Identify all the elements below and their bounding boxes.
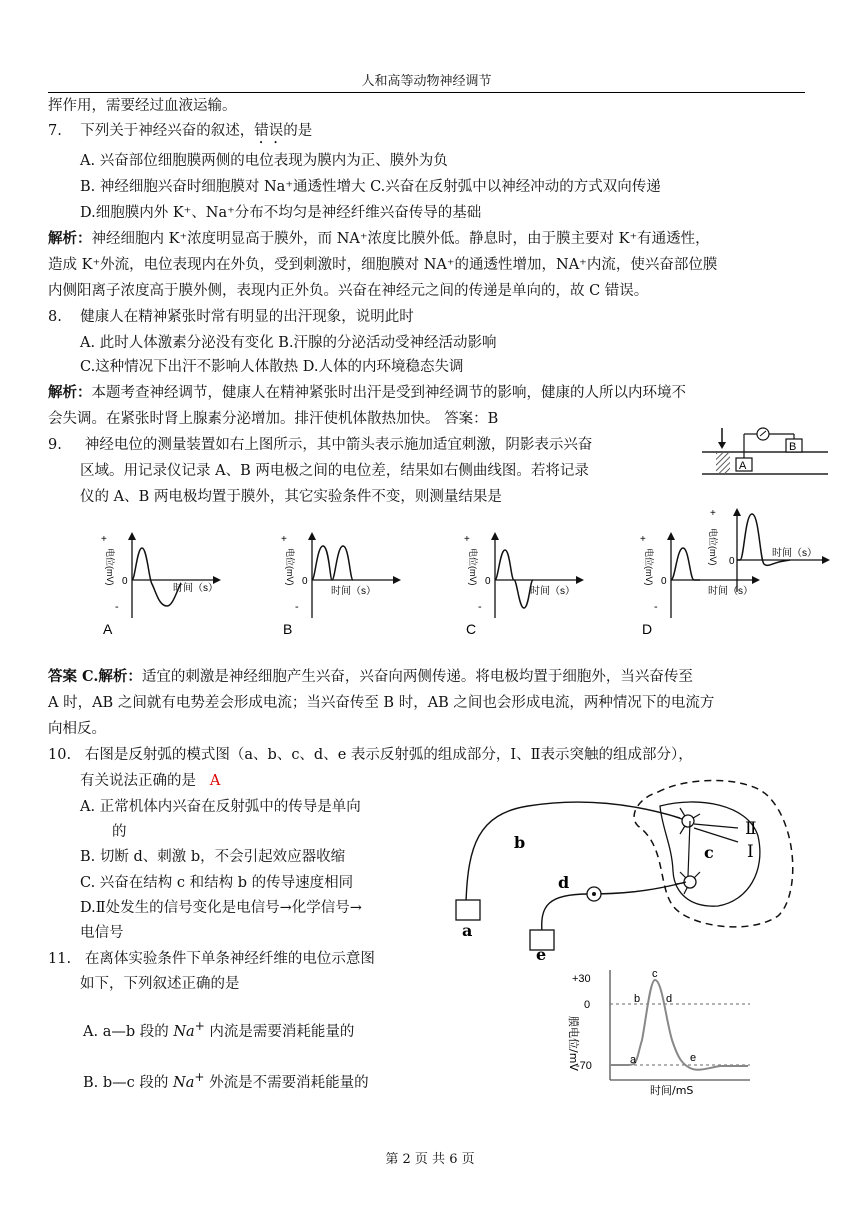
interneuron-body	[682, 815, 694, 827]
tick-0: 0	[584, 999, 591, 1011]
point-b: b	[634, 993, 641, 1005]
point-d: d	[666, 993, 673, 1005]
y-minus-label: -	[115, 601, 119, 613]
text-line: A 时，AB 之间就有电势差会形成电流；当兴奋传至 B 时，AB 之间也会形成电流，两种情况下的电流方	[48, 695, 715, 711]
label-a: a	[462, 921, 473, 940]
text-line: 挥作用，需要经过血液运输。	[48, 98, 237, 114]
question-7-stem: 7. 下列关于神经兴奋的叙述，错误的是	[48, 123, 313, 139]
question-10-option-d: D.Ⅱ处发生的信号变化是电信号→化学信号→	[80, 900, 362, 916]
label-b: b	[514, 833, 526, 852]
question-11-option-a: A. a—b 段的 Na+ 内流是需要消耗能量的	[83, 1019, 355, 1040]
option-curve	[671, 548, 700, 580]
receptor-a	[456, 900, 480, 920]
question-8-options-cd: C.这种情况下出汗不影响人体散热 D.人体的内环境稳态失调	[80, 359, 464, 375]
excitation-region	[716, 453, 730, 473]
question-7-option-a: A. 兴奋部位细胞膜两侧的电位表现为膜内为正、膜外为负	[80, 153, 448, 169]
y-axis-label: 电位(mV)	[468, 548, 478, 586]
zero-label: 0	[485, 576, 491, 587]
question-9-analysis: 答案 C.解析：适宜的刺激是神经细胞产生兴奋，兴奋向两侧传递。将电极均置于细胞外，当兴奋传至	[48, 668, 693, 685]
option-letter: B	[283, 621, 293, 637]
question-9-stem: 9. 神经电位的测量装置如右上图所示，其中箭头表示施加适宜刺激，阴影表示兴奋	[48, 437, 593, 453]
y-plus-label: +	[710, 508, 716, 519]
option-graph-a	[95, 528, 225, 638]
question-8-analysis: 解析：本题考查神经调节，健康人在精神紧张时出汗是受到神经调节的影响，健康的人所以内环境不	[48, 384, 686, 401]
y-plus-label: +	[640, 534, 646, 545]
text-line: 的	[112, 824, 127, 840]
question-10-option-b: B. 切断 d、刺激 b，不会引起效应器收缩	[80, 849, 346, 865]
x-axis-label: 时间（s）	[530, 586, 575, 597]
text-line: 会失调。在紧张时肾上腺素分泌增加。排汗使机体散热加快。 答案：B	[48, 411, 499, 427]
y-axis-label: 膜电位/mV	[567, 1016, 580, 1071]
y-axis-label: 电位(mV)	[105, 548, 115, 586]
measurement-apparatus-figure	[700, 424, 830, 482]
x-axis-label: 时间（s）	[331, 586, 376, 597]
afferent-nerve-b	[466, 802, 680, 902]
text-line: 向相反。	[48, 721, 106, 737]
text-line: 区域。用记录仪记录 A、B 两电极之间的电位差，结果如右侧曲线图。若将记录	[80, 463, 589, 479]
label-e: e	[536, 945, 547, 962]
y-minus-label: -	[478, 601, 482, 613]
option-graph-d	[634, 528, 764, 638]
question-10-option-a: A. 正常机体内兴奋在反射弧中的传导是单向	[80, 799, 361, 815]
option-curve	[132, 548, 181, 606]
option-curve	[312, 546, 353, 580]
y-axis-label: 电位(mV)	[644, 548, 654, 586]
zero-label: 0	[661, 576, 667, 587]
label-i: I	[747, 842, 754, 862]
option-letter: A	[103, 621, 113, 637]
electrode-b-label: B	[789, 441, 797, 453]
question-8-stem: 8. 健康人在精神紧张时常有明显的出汗现象，说明此时	[48, 309, 414, 325]
x-axis-label: 时间/mS	[650, 1084, 694, 1096]
text-line: 造成 K⁺外流，电位表现内在外负，受到刺激时，细胞膜对 NA⁺的通透性增加，NA⁺内流，使兴奋部位膜	[48, 257, 718, 273]
x-axis-label: 时间（s）	[772, 548, 817, 559]
zero-label: 0	[729, 556, 735, 567]
synapse-pointer-i	[694, 828, 738, 842]
question-11-stem: 11. 在离体实验条件下单条神经纤维的电位示意图	[48, 951, 375, 967]
option-curve	[495, 550, 533, 608]
point-c: c	[652, 968, 658, 980]
question-7-option-b-c: B. 神经细胞兴奋时细胞膜对 Na⁺通透性增大 C.兴奋在反射弧中以神经冲动的方式双向传递	[80, 179, 661, 195]
electrode-a-label: A	[739, 460, 747, 472]
y-plus-label: +	[464, 534, 470, 545]
question-10-option-c: C. 兴奋在结构 c 和结构 b 的传导速度相同	[80, 875, 354, 891]
question-11-option-b: B. b—c 段的 Na+ 外流是不需要消耗能量的	[83, 1070, 369, 1091]
reflex-arc-figure	[448, 776, 808, 962]
question-10-answer: A	[209, 773, 221, 789]
synapse-pointer-ii	[694, 824, 738, 828]
point-e: e	[690, 1052, 697, 1064]
text-line: 电信号	[80, 925, 124, 941]
y-minus-label: -	[295, 601, 299, 613]
tick-plus30: +30	[572, 973, 591, 985]
question-10-stem: 10. 右图是反射弧的模式图（a、b、c、d、e 表示反射弧的组成部分，I、Ⅱ表示突触的组成部分），	[48, 747, 693, 763]
action-potential-figure	[550, 960, 760, 1096]
question-7-analysis: 解析：神经细胞内 K⁺浓度明显高于膜外，而 NA⁺浓度比膜外低。静息时，由于膜主要对 K⁺有通透性，	[48, 230, 710, 247]
y-plus-label: +	[281, 534, 287, 545]
label-c: c	[704, 843, 714, 862]
question-8-options-ab: A. 此时人体激素分泌没有变化 B.汗腺的分泌活动受神经活动影响	[80, 335, 497, 351]
question-10-stem-2: 有关说法正确的是 A	[80, 773, 221, 789]
y-axis-label: 电位(mV)	[708, 528, 718, 566]
text-line: 仪的 A、B 两电极均置于膜外，其它实验条件不变，则测量结果是	[80, 489, 502, 505]
label-ii: Ⅱ	[745, 819, 757, 839]
y-axis-label: 电位(mV)	[285, 548, 295, 586]
text-line: 如下，下列叙述正确的是	[80, 976, 240, 992]
page-footer: 第 2 页 共 6 页	[385, 1152, 475, 1167]
y-plus-label: +	[101, 534, 107, 545]
x-axis-label: 时间（s）	[173, 583, 218, 594]
y-minus-label: -	[654, 601, 658, 613]
x-axis-label: 时间（s）	[708, 586, 753, 597]
option-letter: D	[642, 621, 653, 637]
page-header: 人和高等动物神经调节	[48, 70, 805, 93]
question-7-option-d: D.细胞膜内外 K⁺、Na⁺分布不均匀是神经纤维兴奋传导的基础	[80, 205, 482, 221]
label-d: d	[558, 873, 570, 892]
option-graph-b	[275, 528, 405, 638]
zero-label: 0	[122, 576, 128, 587]
option-graph-c	[458, 528, 588, 638]
tick-minus70: -70	[576, 1060, 592, 1072]
text-line: 内侧阳离子浓度高于膜外侧，表现内正外负。兴奋在神经元之间的传递是单向的，故 C 错误。	[48, 283, 649, 299]
zero-label: 0	[302, 576, 308, 587]
option-letter: C	[466, 621, 477, 637]
point-a: a	[630, 1054, 637, 1066]
